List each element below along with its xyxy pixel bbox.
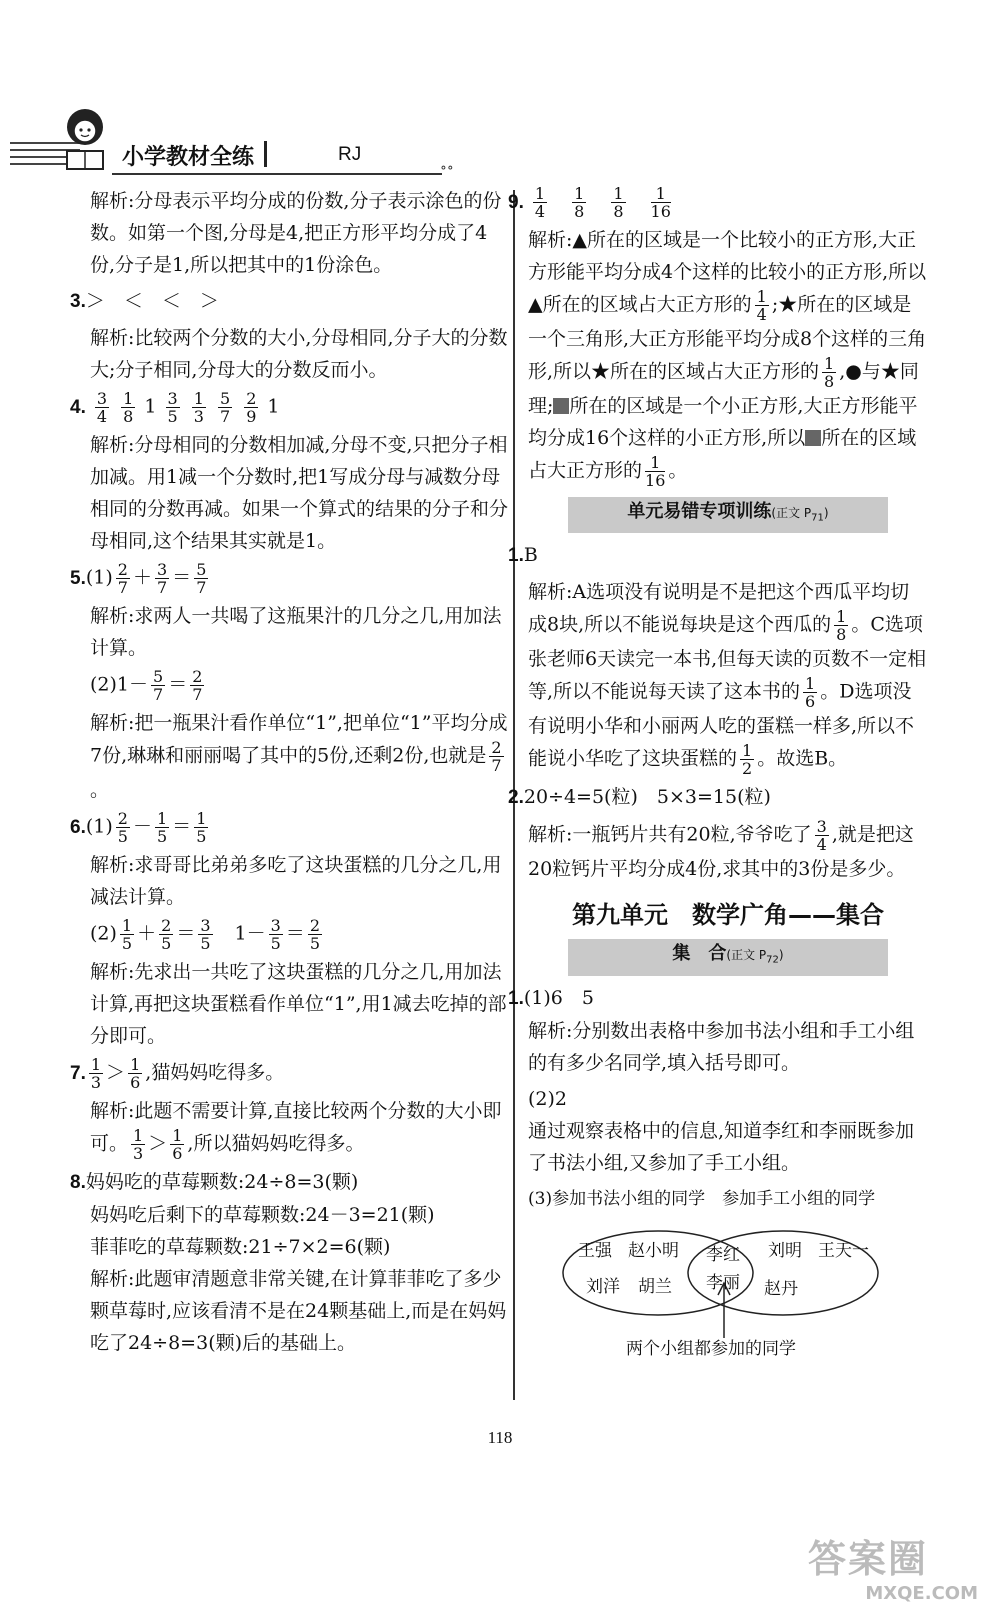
q9-answer: 9. $\frac{1}{4}$ $\frac{1}{8}$ $\frac{1}{8}$ $\frac{1}{16}$ — [508, 184, 671, 221]
section-banner-errors: 单元易错专项训练(正文 $P_{71}$) — [568, 497, 888, 533]
q3-answer — [70, 285, 510, 318]
q7-number: 7. — [70, 1062, 86, 1084]
q9-number: 9. — [508, 191, 524, 213]
q5-part2: (2)1－ $\frac{5}{7}$ ＝ $\frac{2}{7}$ — [90, 667, 203, 704]
q5-part1: 5.(1) $\frac{2}{7}$ ＋ $\frac{3}{7}$ ＝ $\frac{5}{7}$ — [70, 560, 207, 597]
page-header — [0, 0, 1000, 185]
shaded-square-icon — [805, 430, 821, 446]
fraction: $\frac{5}{7}$ — [219, 389, 231, 426]
s1-analysis1: 解析:分别数出表格中参加书法小组和手工小组的有多少名同学,填入括号即可。 — [528, 1019, 915, 1074]
q8-number: 8. — [70, 1172, 86, 1193]
venn-right-name: 王天一 — [818, 1240, 869, 1261]
venn-mid-name: 李红 — [706, 1244, 740, 1265]
left-column — [70, 185, 510, 1363]
edition-label: RJ — [338, 144, 362, 165]
q3-answer-text: ＞ ＜ ＜ ＞ — [85, 290, 219, 312]
e2-number: 2. — [508, 787, 524, 809]
q3-analysis: 解析:比较两个分数的大小,分母相同,分子大的分数大;分子相同,分母大的分数反而小。 — [90, 327, 508, 381]
header-dots: ∘∘ — [440, 160, 454, 176]
section-banner-sets: 集 合(正文 $P_{72}$) — [568, 939, 888, 975]
fraction: $\frac{3}{4}$ — [96, 389, 108, 426]
venn-caption: 两个小组都参加的同学 — [626, 1338, 796, 1359]
q6-analysis1: 解析:求哥哥比弟弟多吃了这块蛋糕的几分之几,用减法计算。 — [90, 854, 502, 908]
venn-right-name: 赵丹 — [764, 1278, 798, 1299]
venn-right-name: 刘明 — [768, 1240, 802, 1261]
q8-line3: 菲菲吃的草莓颗数:21÷7×2=6(颗) — [90, 1236, 391, 1258]
watermark-text: MXQE.COM — [865, 1583, 978, 1604]
q8-analysis: 解析:此题审清题意非常关键,在计算菲菲吃了多少颗草莓时,应该看清不是在24颗基础上,而是在妈妈吃了24÷8=3(颗)后的基础上。 — [90, 1268, 507, 1354]
q5-number: 5. — [70, 567, 86, 589]
q2-analysis: 解析:分母表示平均分成的份数,分子表示涂色的份数。如第一个图,分母是4,把正方形平均分成了4份,分子是1,所以把其中的1份涂色。 — [90, 190, 502, 276]
venn-mid-name: 李丽 — [706, 1272, 740, 1293]
header-separator — [264, 141, 267, 167]
book-title: 小学教材全练 — [122, 145, 255, 170]
q9-analysis: 解析:▲所在的区域是一个比较小的正方形,大正方形能平均分成4个这样的比较小的正方形,所以▲所在的区域占大正方形的 $\frac{1}{4}$ ;★所在的区域是一个三角形,大正方形能平均分成8个这样的三角形,所以★所在的区域占大正方形的 $\frac{1}{8}$ ,●与★同理; 所在的区域是一个小正方形,大正方形能平均分成16个这样的小正方形,所以 所在的区域占大正方形的 $\frac{1}{16}$ 。 — [528, 229, 927, 490]
e1-number: 1. — [508, 545, 524, 567]
e1-analysis: 解析:A选项没有说明是不是把这个西瓜平均切成8块,所以不能说每块是这个西瓜的 $\frac{1}{8}$ 。C选项张老师6天读完一本书,但每天读的页数不一定相等,所以不能说每天读了这本书的 $\frac{1}{6}$ 。D选项没有说明小华和小丽两人吃的蛋糕一样多,所以不能说小华吃了这块蛋糕的 $\frac{1}{2}$ 。故选B。 — [528, 581, 927, 779]
q7-analysis: 解析:此题不需要计算,直接比较两个分数的大小即可。 $\frac{1}{3}$ ＞ $\frac{1}{6}$ ,所以猫妈妈吃得多。 — [90, 1100, 502, 1163]
mascot-logo-icon — [55, 105, 115, 175]
q8-line1: 8.妈妈吃的草莓颗数:24÷8=3(颗) — [70, 1171, 359, 1193]
header-rule — [112, 173, 442, 175]
fraction: $\frac{1}{3}$ — [193, 389, 204, 426]
watermark-glyphs: 答案圈 — [808, 1537, 929, 1581]
venn-left-name: 刘洋 — [586, 1276, 620, 1297]
fraction: $\frac{3}{5}$ — [167, 389, 178, 426]
q5-analysis1: 解析:求两人一共喝了这瓶果汁的几分之几,用加法计算。 — [90, 605, 502, 659]
q3-number: 3. — [70, 291, 86, 312]
q8-line2: 妈妈吃后剩下的草莓颗数:24－3=21(颗) — [90, 1204, 435, 1226]
q6-part2: (2) $\frac{1}{5}$ ＋ $\frac{2}{5}$ ＝ $\frac{3}{5}$ 1－ $\frac{3}{5}$ ＝ $\frac{2}{5}$ — [90, 916, 320, 953]
venn-left-name: 赵小明 — [628, 1240, 679, 1261]
q4-answer: 4. $\frac{3}{4}$ $\frac{1}{8}$ 1 $\frac{3}{5}$ $\frac{1}{3}$ $\frac{5}{7}$ $\frac{2}{9}$ 1 — [70, 389, 280, 426]
e2-answer: 2.20÷4=5(粒) 5×3=15(粒) — [508, 786, 771, 809]
page-number: 118 — [487, 1428, 513, 1447]
fraction: $\frac{2}{9}$ — [246, 389, 257, 426]
q4-number: 4. — [70, 396, 86, 418]
q6-number: 6. — [70, 816, 86, 838]
venn-left-name: 胡兰 — [638, 1276, 672, 1297]
q6-analysis2: 解析:先求出一共吃了这块蛋糕的几分之几,用加法计算,再把这块蛋糕看作单位“1”,用1减去吃掉的部分即可。 — [90, 961, 507, 1047]
q5-analysis2: 解析:把一瓶果汁看作单位“1”,把单位“1”平均分成7份,琳琳和丽丽喝了其中的5份,还剩2份,也就是 $\frac{2}{7}$ 。 — [90, 712, 508, 801]
e1-answer: 1.B — [508, 544, 538, 567]
q4-analysis: 解析:分母相同的分数相加减,分母不变,只把分子相加减。用1减一个分数时,把1写成分母与减数分母相同的分数再减。如果一个算式的结果的分子和分母相同,这个结果其实就是1。 — [90, 434, 509, 552]
q6-part1: 6.(1) $\frac{2}{5}$ － $\frac{1}{5}$ ＝ $\frac{1}{5}$ — [70, 809, 207, 846]
e2-analysis: 解析:一瓶钙片共有20粒,爷爷吃了 $\frac{3}{4}$ ,就是把这20粒钙片平均分成4份,求其中的3份是多少。 — [528, 817, 914, 881]
venn-diagram — [528, 1223, 928, 1359]
watermark-logo — [808, 1528, 978, 1604]
s1-analysis2: 通过观察表格中的信息,知道李红和李丽既参加了书法小组,又参加了手工小组。 — [528, 1119, 915, 1174]
venn-left-name: 王强 — [578, 1240, 612, 1261]
shaded-square-icon — [553, 398, 569, 414]
unit-title: 第九单元 数学广角——集合 — [572, 901, 884, 930]
s1-answer2: (2)2 — [528, 1087, 568, 1110]
s1-number: 1. — [508, 987, 524, 1009]
s1-answer3: (3)参加书法小组的同学 参加手工小组的同学 — [528, 1188, 876, 1209]
s1-answer1: 1.(1)6 5 — [508, 986, 594, 1009]
fraction: $\frac{1}{8}$ — [123, 389, 134, 426]
right-column — [508, 184, 928, 1359]
q7-answer: 7. $\frac{1}{3}$ ＞ $\frac{1}{6}$ ,猫妈妈吃得多。 — [70, 1055, 285, 1092]
